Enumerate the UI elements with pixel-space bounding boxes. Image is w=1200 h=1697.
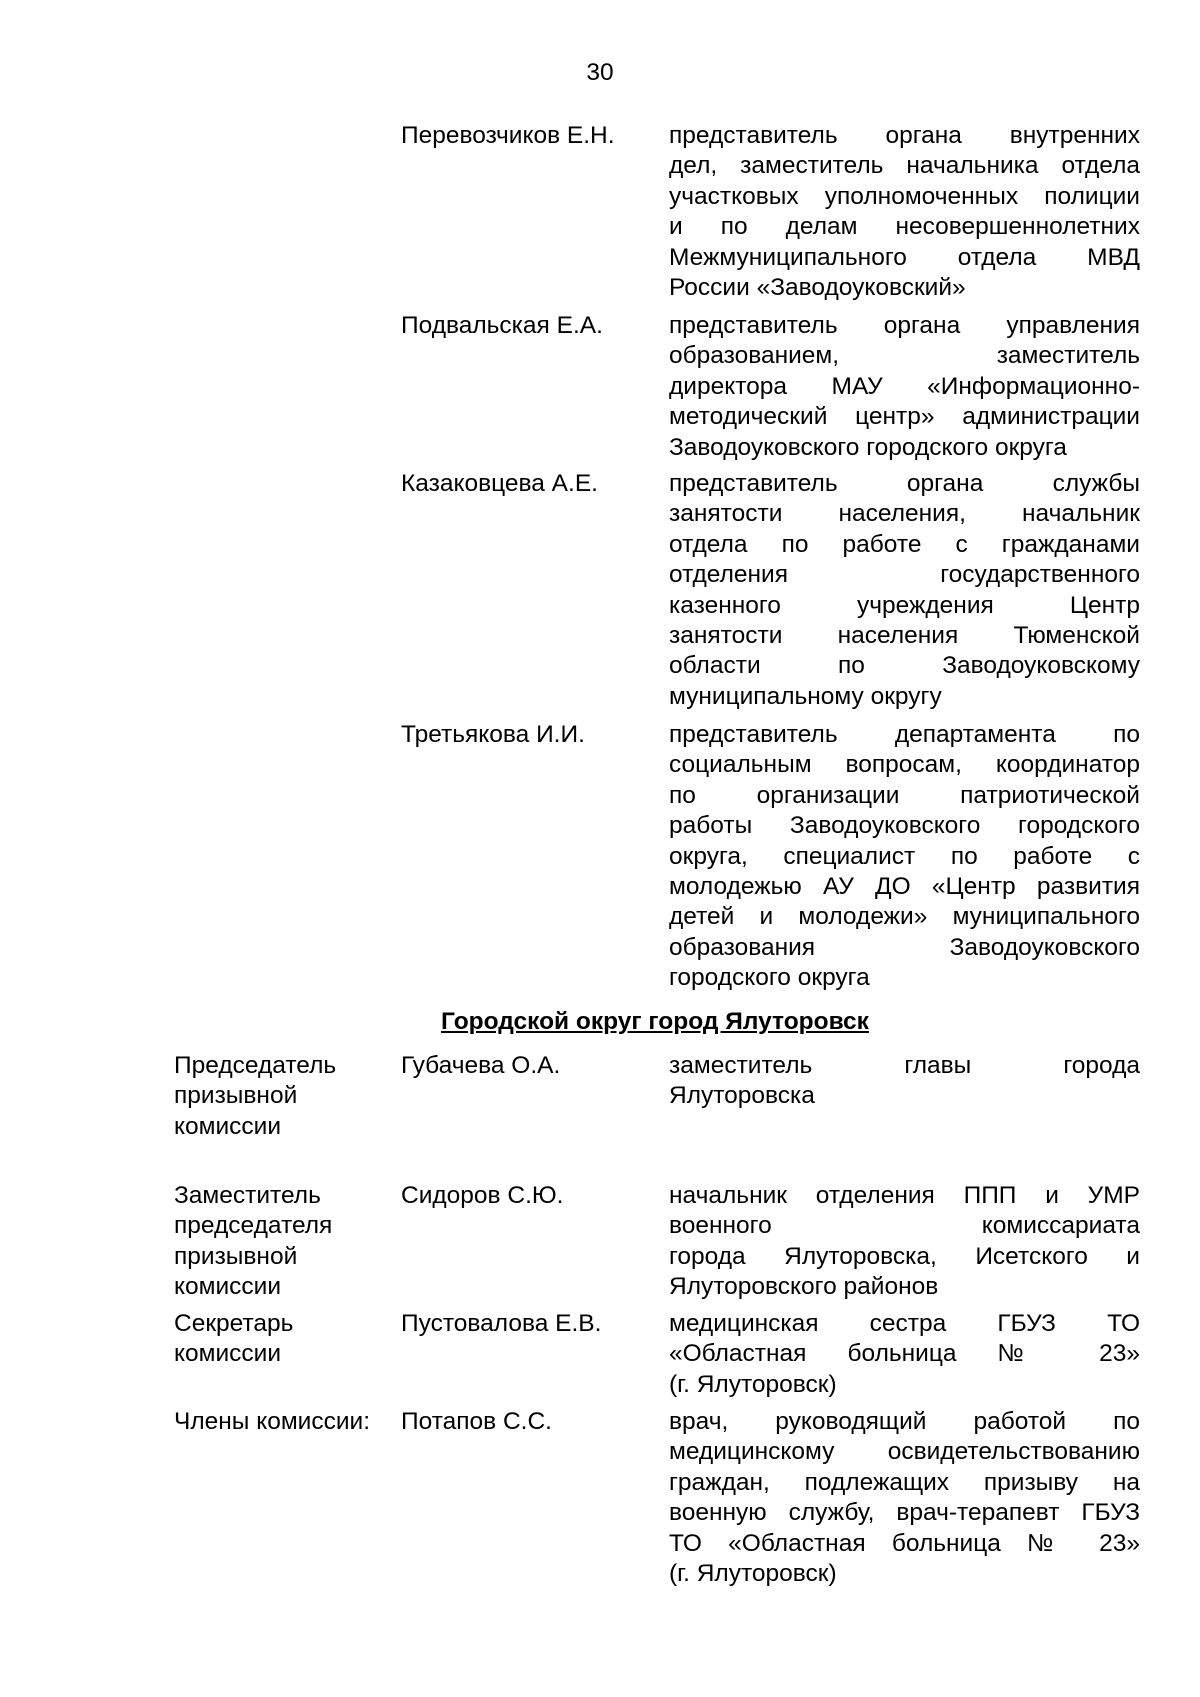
description-line: округа, специалист по работе с <box>669 842 1140 870</box>
member-description <box>669 1407 1140 1589</box>
description-line: «Областная больница № 23» <box>669 1340 1140 1368</box>
member-name: Подвальская Е.А. <box>401 312 603 339</box>
description-line: представитель органа службы <box>669 470 1140 497</box>
member-description <box>669 720 1140 994</box>
description-line: врач, руководящий работой по <box>669 1408 1140 1435</box>
member-name: Сидоров С.Ю. <box>401 1182 564 1209</box>
member-description <box>669 469 1140 712</box>
description-line: Межмуниципального отдела МВД <box>669 243 1140 271</box>
page-number: 30 <box>586 59 614 86</box>
description-line: заместитель главы города <box>669 1052 1140 1079</box>
description-line: Заводоуковского городского округа <box>669 433 1067 461</box>
description-line: представитель департамента по <box>669 721 1140 748</box>
member-description <box>669 1181 1140 1303</box>
description-line: отделения государственного <box>669 561 1140 589</box>
member-role: Члены комиссии: <box>174 1408 371 1435</box>
description-line: молодежью АУ ДО «Центр развития <box>669 873 1140 901</box>
description-line: дел, заместитель начальника отдела <box>669 152 1140 180</box>
description-line: отдела по работе с гражданами <box>669 530 1140 558</box>
description-line: участковых уполномоченных полиции <box>669 182 1140 210</box>
description-line: представитель органа управления <box>669 312 1140 339</box>
description-line: и по делам несовершеннолетних <box>669 213 1140 241</box>
description-line: Ялуторовска <box>669 1082 815 1110</box>
description-line: муниципальному округу <box>669 682 942 710</box>
section-heading: Городской округ город Ялуторовск <box>441 1008 869 1035</box>
description-line: директора МАУ «Информационно- <box>669 372 1140 400</box>
description-line: занятости населения, начальник <box>669 500 1140 528</box>
description-line: городского округа <box>669 964 870 992</box>
description-line: военного комиссариата <box>669 1212 1140 1240</box>
description-line: представитель органа внутренних <box>669 122 1140 149</box>
description-line: занятости населения Тюменской <box>669 622 1140 650</box>
description-line: начальник отделения ППП и УМР <box>669 1182 1140 1209</box>
description-line: (г. Ялуторовск) <box>669 1370 837 1398</box>
member-role: Заместитель председателя призывной комиссии <box>174 1182 333 1301</box>
member-description <box>669 311 1140 463</box>
description-line: медицинскому освидетельствованию <box>669 1438 1140 1466</box>
member-role: Председатель призывной комиссии <box>174 1052 337 1140</box>
member-name: Губачева О.А. <box>401 1052 561 1079</box>
description-line: образования Заводоуковского <box>669 933 1140 961</box>
member-name: Третьякова И.И. <box>401 721 585 748</box>
member-name: Перевозчиков Е.Н. <box>401 122 615 149</box>
member-name: Казаковцева А.Е. <box>401 470 598 497</box>
member-description <box>669 121 1140 303</box>
description-line: ТО «Областная больница № 23» <box>669 1529 1140 1557</box>
description-line: работы Заводоуковского городского <box>669 812 1140 840</box>
member-description <box>669 1051 1140 1112</box>
description-line: области по Заводоуковскому <box>669 652 1140 680</box>
description-line: медицинская сестра ГБУЗ ТО <box>669 1310 1140 1337</box>
description-line: детей и молодежи» муниципального <box>669 903 1140 931</box>
description-line: Ялуторовского районов <box>669 1273 939 1301</box>
member-description <box>669 1309 1140 1400</box>
description-line: казенного учреждения Центр <box>669 591 1140 619</box>
description-line: социальным вопросам, координатор <box>669 751 1140 779</box>
member-role: Секретарь комиссии <box>174 1310 294 1368</box>
description-line: граждан, подлежащих призыву на <box>669 1468 1140 1496</box>
description-line: (г. Ялуторовск) <box>669 1560 837 1588</box>
description-line: образованием, заместитель <box>669 342 1140 370</box>
description-line: методический центр» администрации <box>669 403 1140 431</box>
description-line: по организации патриотической <box>669 781 1140 809</box>
description-line: города Ялуторовска, Исетского и <box>669 1242 1140 1270</box>
description-line: России «Заводоуковский» <box>669 274 966 302</box>
description-line: военную службу, врач-терапевт ГБУЗ <box>669 1499 1140 1527</box>
member-name: Пустовалова Е.В. <box>401 1310 602 1337</box>
member-name: Потапов С.С. <box>401 1408 552 1435</box>
